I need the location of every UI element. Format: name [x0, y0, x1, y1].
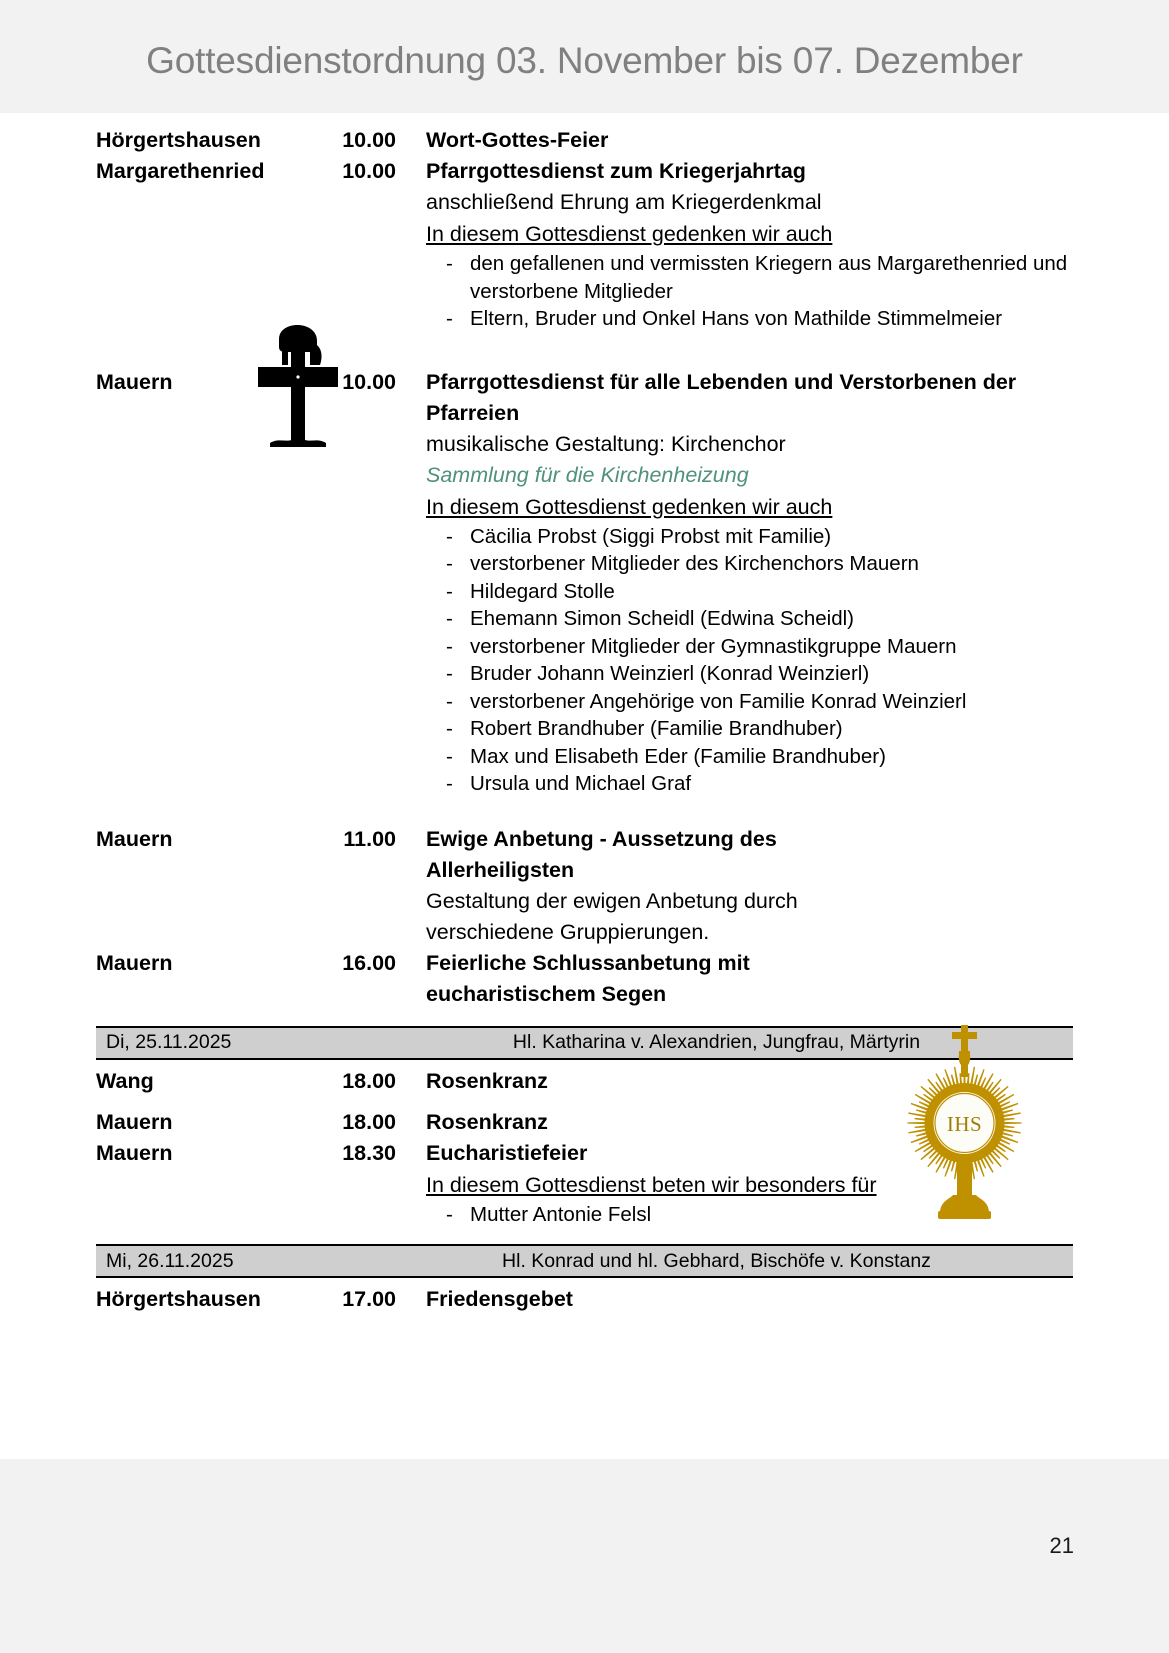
- collection-note: Sammlung für die Kirchenheizung: [426, 462, 749, 487]
- service-title: Eucharistiefeier: [426, 1140, 588, 1165]
- list-item: - Robert Brandhuber (Familie Brandhuber): [444, 715, 1073, 743]
- service-subtitle: anschließend Ehrung am Kriegerdenkmal: [426, 190, 822, 214]
- date-label: Mi, 26.11.2025: [106, 1249, 234, 1272]
- list-item: - verstorbener Mitglieder der Gymnastikgruppe Mauern: [444, 633, 1073, 661]
- list-item: - Bruder Johann Weinzierl (Konrad Weinzierl): [444, 660, 1073, 688]
- service-time: 17.00: [342, 1287, 396, 1311]
- service-place: Mauern: [96, 1109, 173, 1134]
- list-item: - Ursula und Michael Graf: [444, 770, 1073, 798]
- service-time: 18.00: [342, 1109, 396, 1134]
- service-body: [426, 1284, 1073, 1315]
- list-item: - verstorbener Angehörige von Familie Konrad Weinzierl: [444, 688, 1073, 716]
- service-schedule-content: [0, 113, 1169, 1459]
- service-time: 16.00: [342, 950, 396, 975]
- service-time: 10.00: [342, 128, 396, 152]
- list-item: - Hildegard Stolle: [444, 578, 1073, 606]
- war-memorial-cross-icon: [248, 309, 348, 454]
- list-item: - Eltern, Bruder und Onkel Hans von Mathilde Stimmelmeier: [444, 305, 1073, 333]
- service-body: [426, 156, 1073, 333]
- list-item: - den gefallenen und vermissten Kriegern aus Margarethenried und verstorbene Mitglieder: [444, 250, 1073, 305]
- service-title: Feierliche Schlussanbetung mit eucharistischem Segen: [426, 950, 750, 1006]
- monstrance-ihs-label: IHS: [946, 1112, 983, 1136]
- service-row: [96, 156, 1073, 333]
- intent-list: [426, 523, 1073, 798]
- service-body: [426, 948, 896, 1010]
- feast-label: Hl. Konrad und hl. Gebhard, Bischöfe v. Konstanz: [502, 1249, 931, 1272]
- list-item: - Mutter Antonie Felsl: [444, 1201, 1073, 1229]
- service-title: Pfarrgottesdienst zum Kriegerjahrtag: [426, 159, 806, 183]
- service-place: Wang: [96, 1068, 154, 1093]
- page-title: Gottesdienstordnung 03. November bis 07. Dezember: [146, 39, 1023, 81]
- service-place: Margarethenried: [96, 159, 265, 183]
- service-row: [96, 824, 1073, 948]
- service-title: Ewige Anbetung - Aussetzung des Allerheiligsten: [426, 826, 777, 882]
- service-subtitle: Gestaltung der ewigen Anbetung durch verschiedene Gruppierungen.: [426, 888, 798, 944]
- service-place: Mauern: [96, 950, 173, 975]
- service-time: 18.00: [342, 1068, 396, 1093]
- intent-list: [426, 250, 1073, 333]
- service-place: Mauern: [96, 826, 173, 851]
- service-title: Rosenkranz: [426, 1109, 548, 1134]
- service-row: [96, 948, 1073, 1010]
- service-row: [96, 125, 1073, 156]
- service-title: Pfarrgottesdienst für alle Lebenden und Verstorbenen der Pfarreien: [426, 369, 1017, 425]
- service-place: Hörgertshausen: [96, 128, 261, 152]
- date-header-row: [96, 1244, 1073, 1278]
- intent-heading: In diesem Gottesdienst gedenken wir auch: [426, 494, 833, 519]
- list-item: - verstorbener Mitglieder des Kirchenchors Mauern: [444, 550, 1073, 578]
- page-number: 21: [1049, 1533, 1074, 1558]
- service-subtitle: musikalische Gestaltung: Kirchenchor: [426, 431, 786, 456]
- intent-heading: In diesem Gottesdienst beten wir besonders für: [426, 1172, 877, 1197]
- intent-list: [426, 1201, 1073, 1229]
- list-item: - Max und Elisabeth Eder (Familie Brandhuber): [444, 743, 1073, 771]
- service-title: Friedensgebet: [426, 1287, 573, 1311]
- service-place: Mauern: [96, 1140, 173, 1165]
- intent-heading: In diesem Gottesdienst gedenken wir auch: [426, 222, 833, 246]
- service-place: Mauern: [96, 369, 173, 394]
- service-time: 10.00: [342, 159, 396, 183]
- service-row: [96, 367, 1073, 798]
- feast-label: Hl. Katharina v. Alexandrien, Jungfrau, Märtyrin: [512, 1031, 921, 1053]
- service-body: [426, 125, 1073, 156]
- list-item: - Ehemann Simon Scheidl (Edwina Scheidl): [444, 605, 1073, 633]
- service-time: 18.30: [342, 1140, 396, 1165]
- service-body: [426, 367, 1073, 798]
- monstrance-icon: [905, 1021, 1025, 1221]
- service-time: 11.00: [343, 826, 396, 851]
- service-row: [96, 1284, 1073, 1315]
- service-title: Rosenkranz: [426, 1068, 548, 1093]
- service-body: [426, 824, 896, 948]
- page-header-band: [0, 0, 1169, 113]
- date-label: Di, 25.11.2025: [106, 1031, 232, 1053]
- service-title: Wort-Gottes-Feier: [426, 128, 609, 152]
- service-time: 10.00: [342, 369, 396, 394]
- list-item: - Cäcilia Probst (Siggi Probst mit Familie): [444, 523, 1073, 551]
- service-place: Hörgertshausen: [96, 1287, 261, 1311]
- page-footer-band: [0, 1459, 1169, 1653]
